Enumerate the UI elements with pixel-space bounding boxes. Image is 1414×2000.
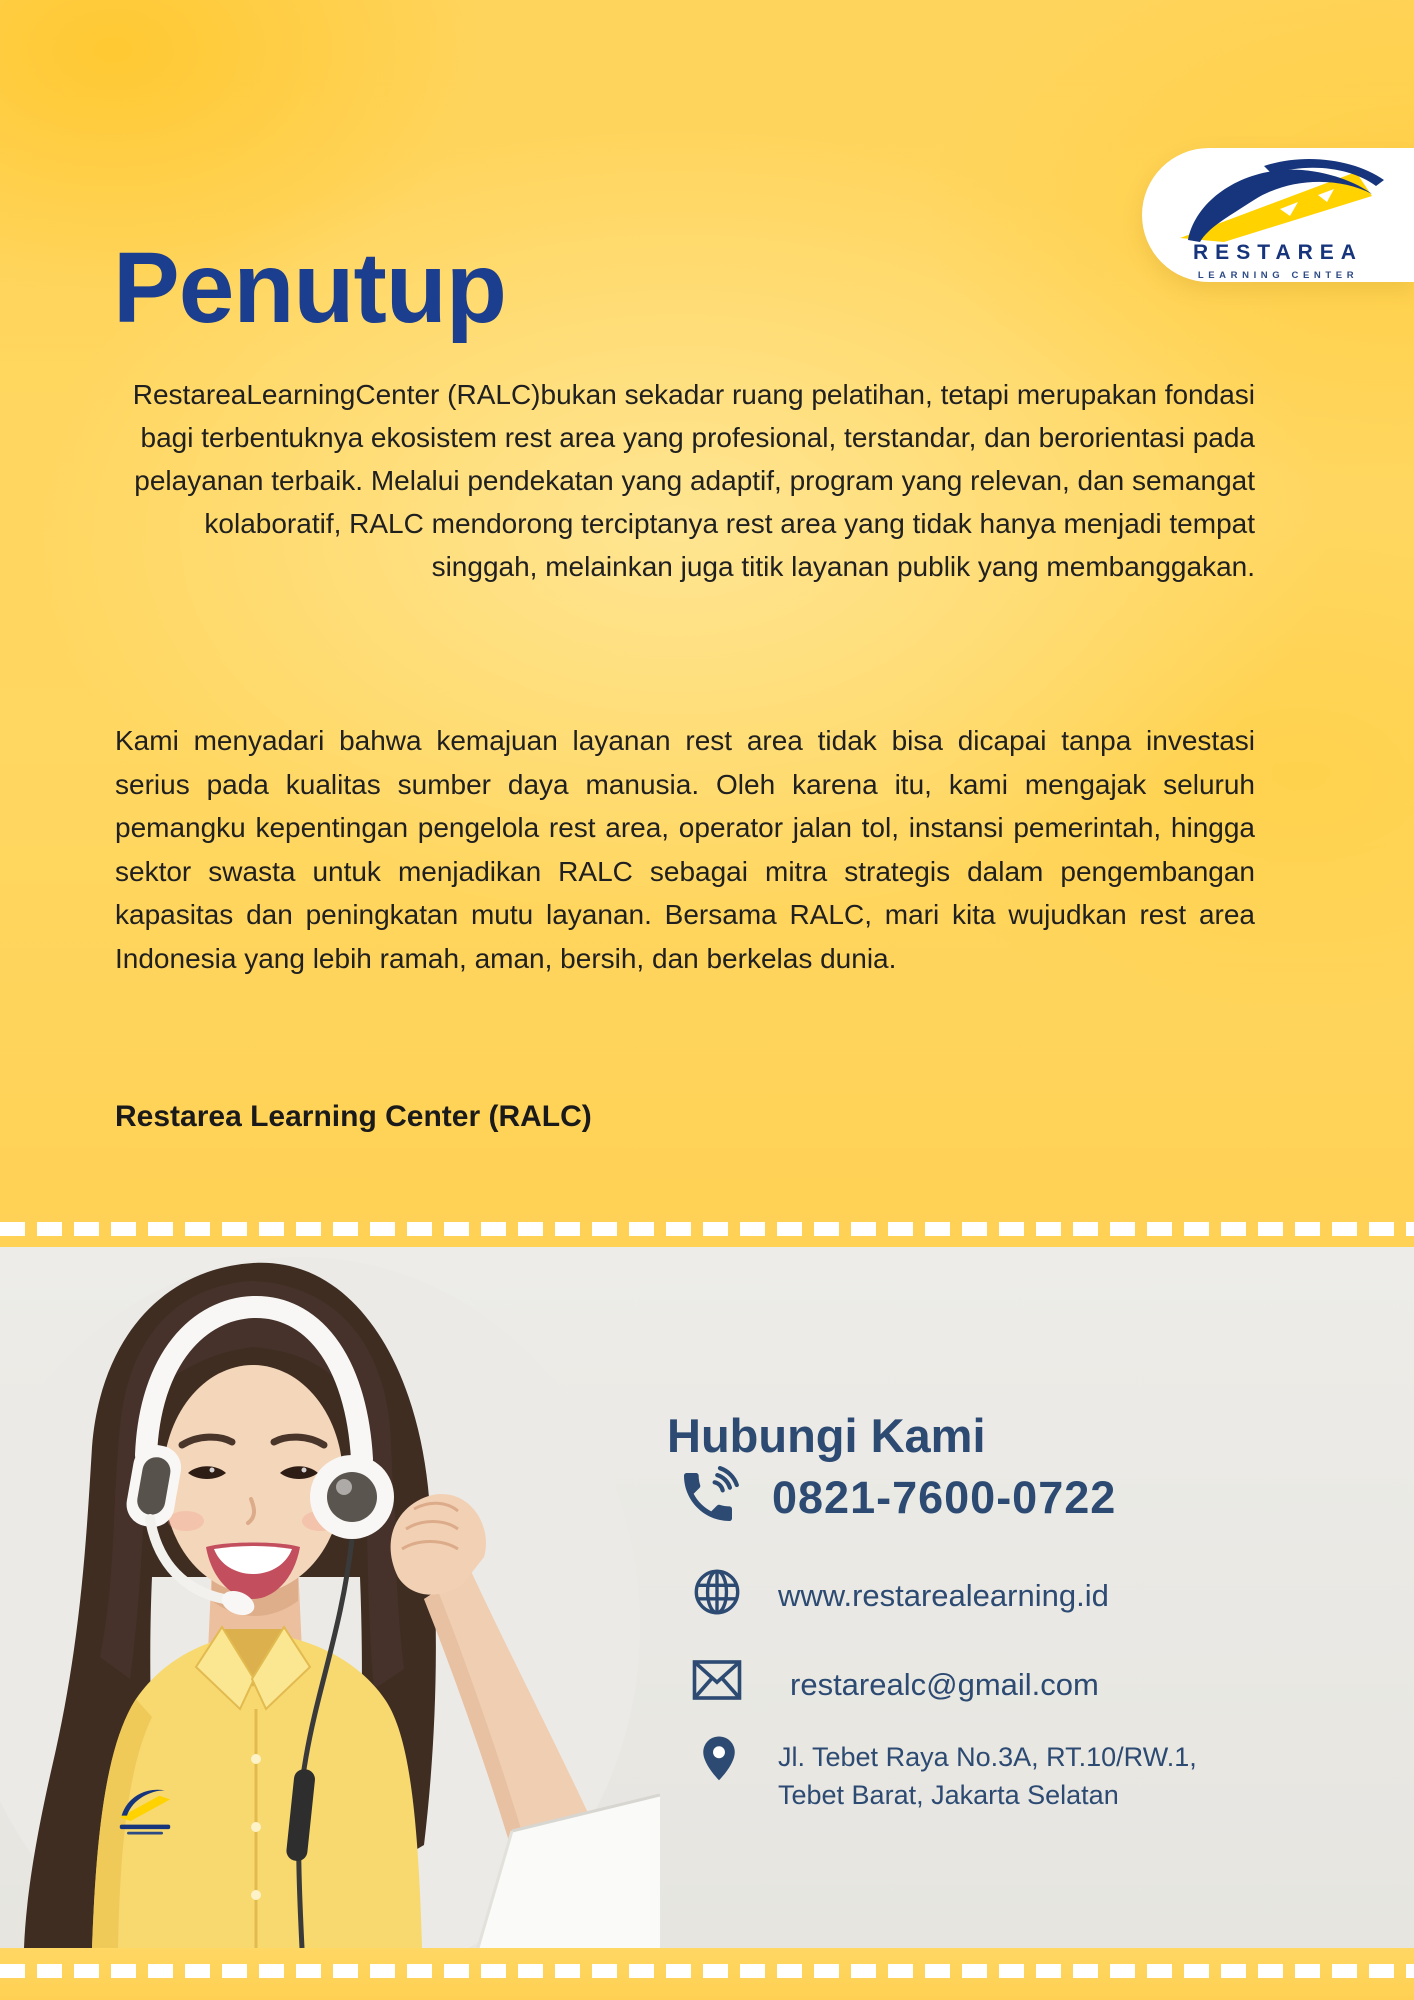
phone-icon [676,1465,740,1529]
customer-service-photo [0,1247,660,1948]
logo-tagline-text: LEARNING CENTER [1197,270,1359,281]
footer-yellow-band [0,1948,1414,2000]
bottom-contact-section [0,1247,1414,1948]
dashed-divider-bottom [0,1964,1414,1978]
location-pin-icon [698,1733,740,1789]
page-title: Penutup [113,232,506,344]
email-link[interactable]: restarealc@gmail.com [790,1667,1099,1702]
dashed-divider-top [0,1222,1414,1236]
website-link[interactable]: www.restarealearning.id [778,1578,1109,1613]
closing-paragraph: Kami menyadari bahwa kemajuan layanan rest area tidak bisa dicapai tanpa investasi serius pada kualitas sumber daya manusia. Oleh karena itu, kami mengajak seluruh pemangku kepentingan pengelola rest area, operator jalan tol, instansi pemerintah, hingga sektor swasta untuk menjadikan RALC sebagai mitra strategis dalam pengembangan kapasitas dan peningkatan mutu layanan. Bersama RALC, mari kita wujudkan rest area Indonesia yang lebih ramah, aman, bersih, dan berkelas dunia. [115,725,1255,974]
address-text [778,1738,1197,1814]
phone-number[interactable]: 0821-7600-0722 [772,1472,1117,1523]
brand-logo-badge [1142,148,1414,282]
envelope-icon [690,1657,744,1703]
restarea-logo-icon [1160,154,1400,286]
intro-paragraph: RestareaLearningCenter (RALC)bukan sekadar ruang pelatihan, tetapi merupakan fondasi bagi terbentuknya ekosistem rest area yang profesional, terstandar, dan berorientasi pada pelayanan terbaik. Melalui pendekatan yang adaptif, program yang relevan, dan semangat kolaboratif, RALC mendorong terciptanya rest area yang tidak hanya menjadi tempat singgah, melainkan juga titik layanan publik yang membanggakan. [132,379,1388,582]
signature-text: Restarea Learning Center (RALC) [115,1100,592,1133]
logo-brand-text: RESTAREA [1193,241,1363,264]
contact-heading: Hubungi Kami [667,1409,986,1462]
woman-headset-illustration [0,1247,660,1948]
address-line-1: Jl. Tebet Raya No.3A, RT.10/RW.1, [778,1742,1197,1772]
globe-icon [690,1565,744,1619]
address-line-2: Tebet Barat, Jakarta Selatan [778,1780,1119,1810]
